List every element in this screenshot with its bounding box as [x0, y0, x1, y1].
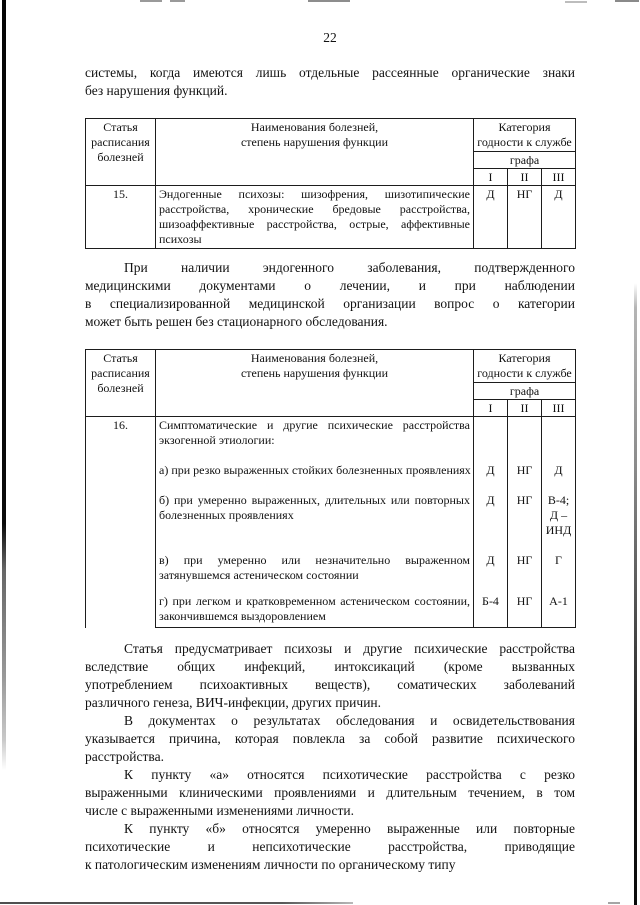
header-grade-ii: II	[508, 169, 542, 186]
table-row-item-a	[86, 449, 576, 479]
category-value-i: Д	[474, 539, 508, 584]
disease-table-article-15	[85, 118, 576, 249]
category-value-ii: НГ	[508, 186, 542, 249]
disease-name-cell: Эндогенные психозы: шизофрения, шизотипические расстройства, хронические бредовые расстройства, шизоаффективные расстройства, острые, аффективные психозы	[156, 186, 474, 249]
category-value-iii: Д	[542, 186, 576, 249]
scan-artifact-right-edge	[634, 283, 637, 905]
article-number: 16.	[86, 417, 156, 628]
scan-artifact-dash	[170, 0, 185, 2]
table-row-article-15	[86, 186, 576, 249]
header-grade-i: I	[474, 169, 508, 186]
header-grade-iii: III	[542, 400, 576, 417]
table-header-row	[86, 119, 576, 152]
table-row-article-16-headline	[86, 417, 576, 450]
scan-artifact-left-edge	[2, 0, 6, 770]
category-value-iii	[542, 417, 576, 450]
category-value-ii: НГ	[508, 584, 542, 628]
paragraph-continuation: системы, когда имеются лишь отдельные рассеянные органические знаки без нарушения функций.	[85, 65, 575, 98]
category-value-i	[474, 417, 508, 450]
page-content	[85, 30, 575, 874]
category-value-i: Д	[474, 186, 508, 249]
disease-name-cell: Симптоматические и другие психические расстройства экзогенной этиологии:	[156, 417, 474, 450]
paragraph: В документах о результатах обследования и освидетельствования указывается причина, которая повлекла за собой развитие психического расстройства.	[85, 713, 575, 764]
header-grade-iii: III	[542, 169, 576, 186]
category-value-i: Б-4	[474, 584, 508, 628]
disease-table-article-16	[85, 349, 576, 628]
scan-artifact-dash	[565, 1, 587, 3]
header-grafa: графа	[474, 152, 576, 169]
paragraph: К пункту «б» относятся умеренно выраженные или повторные психотические и непсихотические расстройства, приводящие к патологическим изменениям личности по органическому типу	[85, 821, 575, 872]
paragraph: При наличии эндогенного заболевания, подтвержденного медицинскими документами о лечении, и при наблюдении в специализированной медицинской организации вопрос о категории может быть решен без стационарного обследования.	[85, 260, 575, 329]
disease-item-cell: б) при умеренно выраженных, длительных или повторных болезненных проявлениях	[156, 479, 474, 539]
header-grade-i: I	[474, 400, 508, 417]
category-value-ii	[508, 417, 542, 450]
header-article-column: Статья расписания болезней	[86, 350, 156, 417]
category-value-iii: Д	[542, 449, 576, 479]
category-value-iii: В-4; Д – ИНД	[542, 479, 576, 539]
table-row-item-g	[86, 584, 576, 628]
category-value-iii: А-1	[542, 584, 576, 628]
disease-item-cell: г) при легком и кратковременном астеническом состоянии, закончившемся выздоровлением	[156, 584, 474, 628]
header-names-column: Наименования болезней, степень нарушения функции	[156, 119, 474, 186]
table-row-item-v	[86, 539, 576, 584]
category-value-ii: НГ	[508, 479, 542, 539]
category-value-i: Д	[474, 479, 508, 539]
scan-artifact-dash	[608, 902, 620, 904]
header-grade-ii: II	[508, 400, 542, 417]
category-value-ii: НГ	[508, 539, 542, 584]
header-grafa: графа	[474, 383, 576, 400]
scan-artifact-dash	[308, 0, 350, 2]
table-row-item-b	[86, 479, 576, 539]
disease-item-cell: в) при умеренно или незначительно выраженном затянувшемся астеническом состоянии	[156, 539, 474, 584]
disease-item-cell: а) при резко выраженных стойких болезненных проявлениях	[156, 449, 474, 479]
scan-artifact-dash	[140, 0, 162, 2]
scan-artifact-bottom-line	[0, 902, 353, 904]
category-value-iii: Г	[542, 539, 576, 584]
table-header-row	[86, 350, 576, 383]
category-value-i: Д	[474, 449, 508, 479]
category-value-ii: НГ	[508, 449, 542, 479]
header-category-column: Категория годности к службе	[474, 350, 576, 383]
article-number: 15.	[86, 186, 156, 249]
header-article-column: Статья расписания болезней	[86, 119, 156, 186]
page-number: 22	[323, 30, 337, 45]
header-names-column: Наименования болезней, степень нарушения функции	[156, 350, 474, 417]
paragraph: К пункту «а» относятся психотические расстройства с резко выраженными клиническими проявлениями и длительным течением, в том числе с выраженными изменениями личности.	[85, 767, 575, 818]
paragraph: Статья предусматривает психозы и другие психические расстройства вследствие общих инфекций, интоксикаций (кроме вызванных употреблением психоактивных веществ), соматических заболеваний различного генеза, ВИЧ-инфекции, других причин.	[85, 641, 575, 710]
header-category-column: Категория годности к службе	[474, 119, 576, 152]
scan-artifact-dash	[615, 0, 639, 2]
